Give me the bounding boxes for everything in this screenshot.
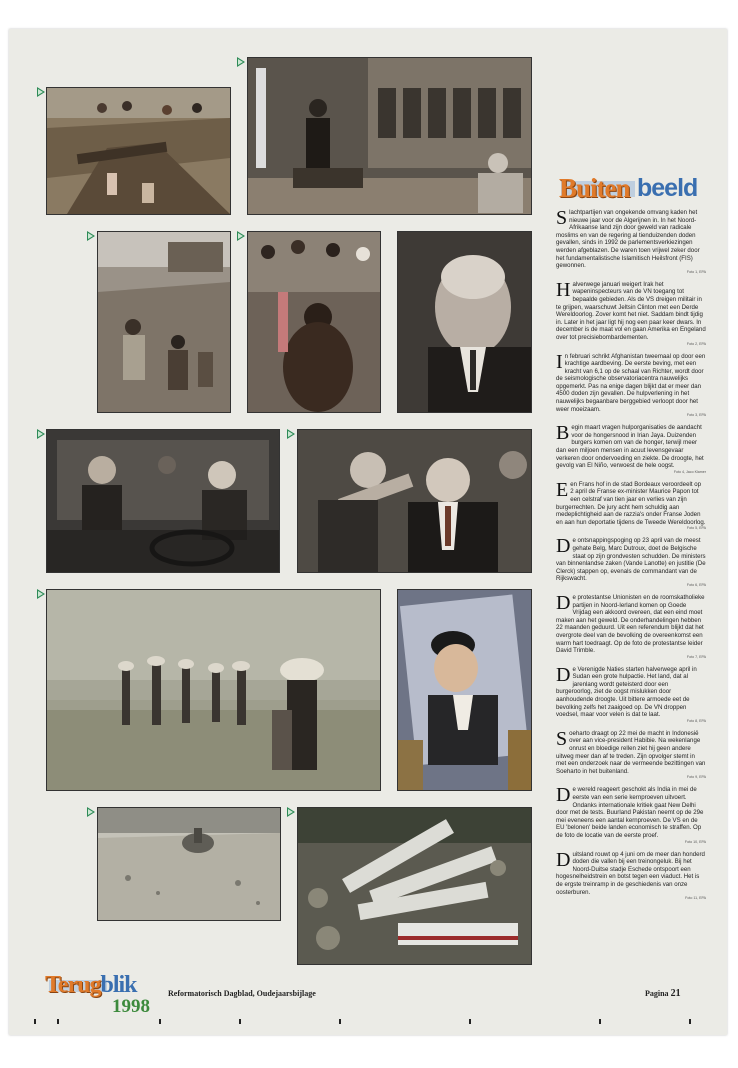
article-dutroux [556, 537, 706, 588]
reg-mark [599, 1019, 601, 1024]
article-papon [556, 478, 706, 532]
photo-11-marker [287, 807, 295, 817]
drop-cap: S [556, 727, 568, 750]
reg-mark [339, 1019, 341, 1024]
photo-1-marker [37, 87, 45, 97]
photo-credit: Foto 4, Jaco Klamer [673, 469, 706, 474]
reg-mark [57, 1019, 59, 1024]
article-afghanistan [556, 350, 706, 419]
article-text: e protestantse Unionisten en de roomskatholieke partijen in Noord-Ierland komen op Goede Vrijdag een akkoord overeen, dat een eind moet maken aan het geweld. De onderhandelingen hebben 22 maanden geduurd. Uit een referendum blijkt dat het overgrote deel van de bevolking de overeenkomst een warm hart toedraagt. Op de foto de protestantse leider David Trimble. [556, 593, 705, 655]
photo-india-test-site [97, 807, 281, 921]
photo-credit: Foto 10, EPA [684, 839, 706, 844]
article-text: e Verenigde Naties starten halverwege april in Sudan een grote hulpactie. Het land, dat al jarenlang wordt geteisterd door een burgeroorlog, ziet de oogst mislukken door aanhoudende droogte. Uit bittere armoede eet de bevolking zelfs het zaaigoed op. De VN droppen voedsel, maar voor velen is dat te laat. [556, 665, 697, 719]
reg-mark [34, 1019, 36, 1024]
article-text: alverwege januari weigert Irak het wapeninspecteurs van de VN toegang tot bepaalde gebieden. Als de VS dreigen militair in te grijpen, waarschuwt Jeltsin Clinton met een Derde Wereldoorlog. Zover komt het niet. Saddam bindt tijdig in. Later in het jaar ligt hij nog een paar keer dwars. In december is de maat vol en gaan Amerika en Engeland over tot precisiebombardementen. [556, 280, 706, 341]
drop-cap: B [556, 422, 570, 445]
photo-credit: Foto 9, EPA [686, 775, 706, 780]
article-text: lachtpartijen van ongekende omvang kaden het nieuwe jaar voor de Algerijnen in. In het Noord-Afrikaanse land zijn door geweld van radicale moslims en van de regering al tienduizenden doden gevallen, sinds in 1992 de parlementsverkiezingen werden afgeblazen. De waren toen vrijwel zeker door het fundamentalistische Islamitisch Heilsfront (FIS) gewonnen. [556, 209, 700, 270]
photo-papon-portrait [397, 231, 532, 413]
photo-soeharto-poster [397, 589, 532, 791]
photo-dutroux-car [46, 429, 280, 573]
title-part-buiten: Buiten [559, 173, 630, 203]
section-title-buitenbeeld [559, 173, 709, 207]
photo-credit: Foto 1, EPA [686, 269, 706, 274]
article-text: egin maart vragen hulporganisaties de aandacht voor de hongersnood in Irian Jaya. Duizenden burgers komen om van de honger, terwijl meer dan een miljoen mensen in acuut levensgevaar verkeren door ondervoeding en ziekte. De droogte, het gevolg van El Niño, verwoest de hele oogst. [556, 424, 704, 470]
page-label: Pagina [645, 989, 669, 998]
photo-afghanistan-rubble [97, 231, 231, 413]
article-irian-jaya [556, 424, 706, 475]
article-text: e wereld reageert geschokt als India in mei de eerste van een serie kernproeven uitvoert. Ondanks internationale kritiek gaat New Delhi door met de tests. Buurland Pakistan neemt op de 29e mei eveneens een aantal kernproeven. De VS en de EU 'belonen' beide landen economisch te straffen. Op de foto de locatie van de eerste proef. [556, 786, 704, 839]
drop-cap: I [556, 350, 563, 373]
photo-trimble-pointing [297, 429, 532, 573]
reg-mark [689, 1019, 691, 1024]
drop-cap: D [556, 848, 571, 871]
article-text: oeharto draagt op 22 mei de macht in Indonesië over aan vice-president Habibie. Na wekenlange onrust en bloedige rellen ziet hij geen andere uitweg meer dan af te treden. Zijn opvolger stemt in met een onderzoek naar de vermeende bezittingen van Soeharto in het buitenland. [556, 729, 706, 775]
photo-3-marker [87, 231, 95, 241]
photo-credit: Foto 7, EPA [686, 654, 706, 659]
article-eschede [556, 848, 706, 902]
reg-mark [239, 1019, 241, 1024]
article-text: e ontsnappingspoging op 23 april van de meest gehate Belg, Marc Dutroux, doet de Belgische staat op zijn grondvesten schudden. De ministers van binnenlandse zaken (Vande Lanotte) en justitie (De Clerck) stappen op, evenals de commandant van de Rijkswacht. [556, 537, 706, 583]
photo-10-marker [87, 807, 95, 817]
newspaper-page [9, 29, 727, 1035]
photo-eschede-train-crash [297, 807, 532, 965]
photo-irian-jaya-hunger [247, 231, 381, 413]
page-number [645, 988, 681, 999]
terugblik-logo [45, 972, 175, 1022]
article-text: uitsland rouwt op 4 juni om de meer dan honderd doden die vallen bij een treinongeluk. Bij het Noord-Duitse stadje Eschede ontspoort een hogesnelheidstrein en botst tegen een viaduct. Het is de ergste treinramp in de geschiedenis van onze oosterburen. [556, 850, 705, 896]
logo-year: 1998 [112, 996, 150, 1017]
logo-blik: blik [100, 972, 137, 998]
photo-8-marker [37, 589, 45, 599]
photo-iraq-press-conference [247, 57, 532, 215]
article-soeharto [556, 727, 706, 781]
article-algeria [556, 209, 706, 275]
photo-algeria-graves [46, 87, 231, 215]
article-text: en Frans hof in de stad Bordeaux veroordeelt op 2 april de Franse ex-minister Maurice Papon tot een celstraf van tien jaar en verlies van zijn burgerrechten. De jury acht hem schuldig aan medeplichtigheid aan de razzia's onder Franse Joden en aan hun deportatie tijdens de Tweede Wereldoorlog. [556, 480, 706, 526]
photo-credit: Foto 8, EPA [686, 718, 706, 723]
reg-mark [469, 1019, 471, 1024]
photo-2-marker [237, 57, 245, 67]
drop-cap: D [556, 535, 571, 558]
drop-cap: S [556, 207, 568, 229]
article-text: n februari schrikt Afghanistan tweemaal op door een krachtige aardbeving. De eerste beving, met een kracht van 6,1 op de schaal van Richter, wordt door de seismologische observatoriacentra nauwelijks opgemerkt. Pas na enige dagen blijkt dat er meer dan 4500 doden zijn gevallen. De hulpverlening in het nauwelijks begaanbare berggebied verloopt door het weer moeizaam. [556, 352, 706, 413]
drop-cap: E [556, 478, 569, 501]
article-iraq [556, 278, 706, 347]
article-sudan [556, 663, 706, 724]
article-column [556, 209, 706, 907]
photo-6-marker [37, 429, 45, 439]
photo-sudan-food-aid [46, 589, 381, 791]
reg-mark [159, 1019, 161, 1024]
drop-cap: D [556, 591, 571, 614]
logo-terug: Terug [45, 972, 101, 998]
publication-name: Reformatorisch Dagblad, Oudejaarsbijlage [168, 989, 316, 998]
photo-credit: Foto 3, EPA [686, 413, 706, 418]
article-india [556, 786, 706, 844]
photo-credit: Foto 6, EPA [686, 582, 706, 587]
drop-cap: H [556, 278, 571, 301]
article-northern-ireland [556, 591, 706, 660]
page-number-value: 21 [670, 988, 681, 999]
photo-credit: Foto 2, EPA [686, 341, 706, 346]
photo-credit: Foto 5, EPA [686, 526, 706, 531]
drop-cap: D [556, 784, 571, 807]
registration-marks [9, 1019, 727, 1027]
logo-wordmark [45, 972, 137, 999]
photo-7-marker [287, 429, 295, 439]
title-part-beeld: beeld [637, 174, 698, 202]
drop-cap: D [556, 663, 571, 686]
photo-credit: Foto 11, EPA [685, 896, 706, 901]
photo-4-marker [237, 231, 245, 241]
